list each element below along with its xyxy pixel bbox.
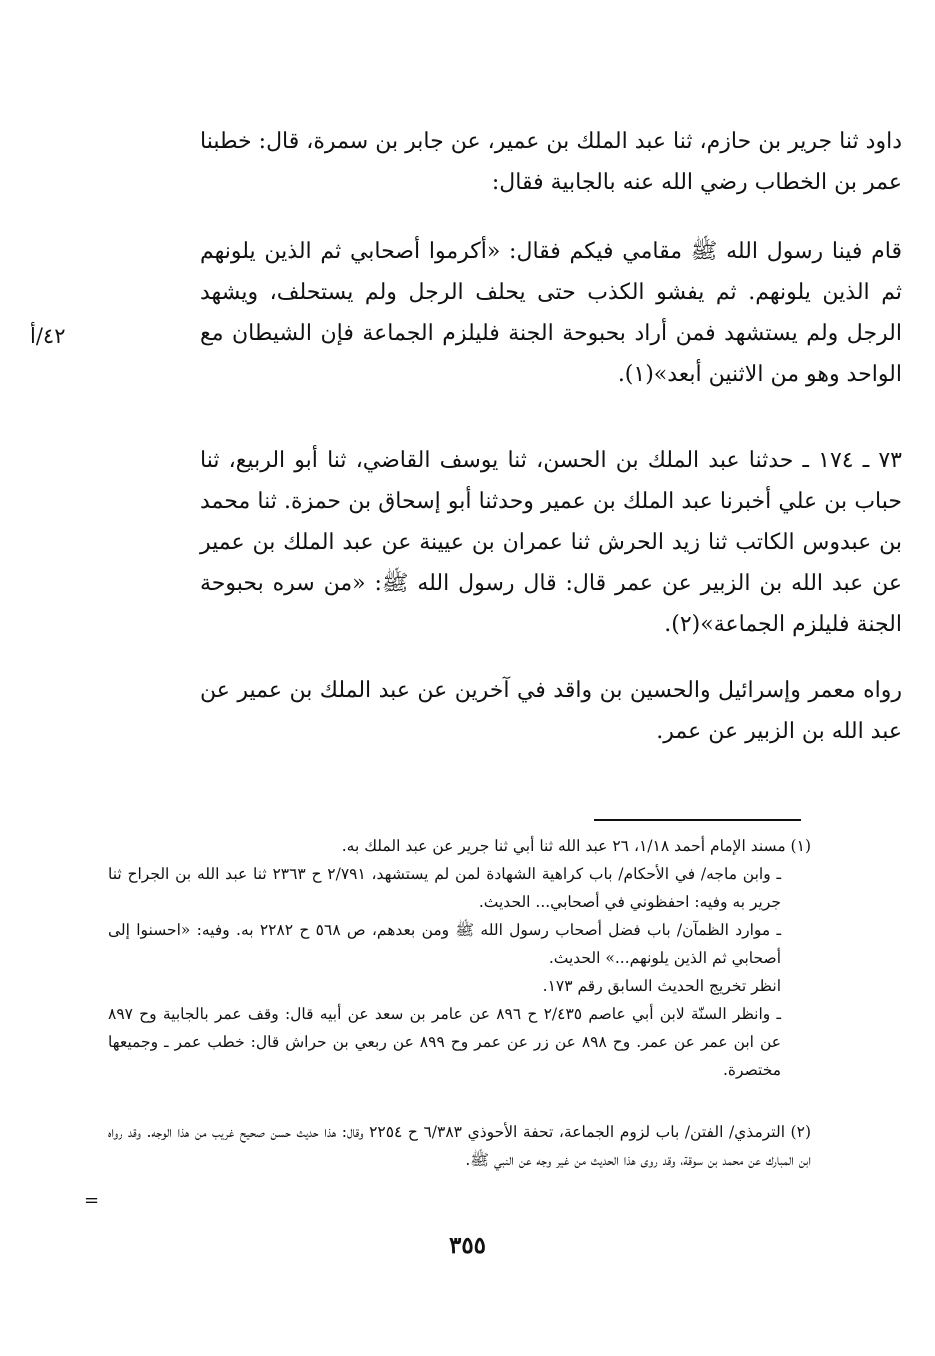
footnote-1-line: انظر تخريج الحديث السابق رقم ١٧٣. (542, 977, 781, 995)
footnote-1-line: ـ وانظر السنّة لابن أبي عاصم ٢/٤٣٥ ح ٨٩٦ عن عامر بن سعد عن أبيه قال: وقف عمر بالجابية وح ٨٩٧ عن ابن عمر عن عمر. وح ٨٩٨ عن زر عن عمر وح ٨٩٩ عن ربعي بن حراش قال: خطب عمر ـ وجميعها مختصرة. (108, 1005, 782, 1079)
paragraph-isnad-intro: داود ثنا جرير بن حازم، ثنا عبد الملك بن عمير، عن جابر بن سمرة، قال: خطبنا عمر بن الخطاب رضي الله عنه بالجابية فقال: (200, 129, 902, 195)
footnote-2 (108, 1118, 811, 1174)
continuation-mark: = (84, 1190, 100, 1211)
paragraph-hadith-174: ٧٣ ـ ١٧٤ ـ حدثنا عبد الملك بن الحسن، ثنا يوسف القاضي، ثنا أبو الربيع، ثنا حباب بن علي أخبرنا عبد الملك بن عمير وحدثنا أبو إسحاق بن حمزة. ثنا محمد بن عبدوس الكاتب ثنا زيد الحرش ثنا عمران بن عيينة عن عبد الملك بن عمير عن عبد الله بن الزبير عن عمر قال: قال رسول الله ﷺ: «من سره بحبوحة الجنة فليلزم الجماعة»(٢). (200, 448, 902, 637)
footnote-separator (594, 819, 801, 821)
paragraph-narration-note: رواه معمر وإسرائيل والحسين بن واقد في آخرين عن عبد الملك بن عمير عن عبد الله بن الزبير عن عمر. (200, 678, 902, 744)
margin-folio-note: ٤٢/أ (30, 324, 66, 348)
footnote-1 (108, 832, 811, 1084)
footnote-2-text: (٢) الترمذي/ الفتن/ باب لزوم الجماعة، تحفة الأحوذي ٦/٣٨٣ ح ٢٢٥٤ وقال: هذا حديث حسن صحيح غريب من هذا الوجه. وقد رواه ابن المبارك عن محمد بن سوقة، وقد روى هذا الحديث من غير وجه عن النبي ﷺ. (108, 1123, 811, 1169)
footnote-1-line: ـ موارد الظمآن/ باب فضل أصحاب رسول الله ﷺ ومن بعدهم، ص ٥٦٨ ح ٢٢٨٢ به. وفيه: «احسنوا إلى أصحابي ثم الذين يلونهم...» الحديث. (108, 921, 782, 967)
paragraph-hadith-text: قام فينا رسول الله ﷺ مقامي فيكم فقال: «أكرموا أصحابي ثم الذين يلونهم ثم الذين يلونهم. ثم يفشو الكذب حتى يحلف الرجل ولم يستحلف، ويشهد الرجل ولم يستشهد فمن أراد بحبوحة الجنة فليلزم الجماعة فإن الشيطان مع الواحد وهو من الاثنين أبعد»(١). (200, 239, 902, 387)
footnote-1-line: ـ وابن ماجه/ في الأحكام/ باب كراهية الشهادة لمن لم يستشهد، ٢/٧٩١ ح ٢٣٦٣ ثنا عبد الله بن الجراح ثنا جرير به وفيه: احفظوني في أصحابي... الحديث. (108, 865, 781, 911)
footnote-1-line: (١) مسند الإمام أحمد ١/١٨، ٢٦ عبد الله ثنا أبي ثنا جرير عن عبد الملك به. (341, 837, 811, 855)
page-number: ٣٥٥ (448, 1232, 487, 1259)
